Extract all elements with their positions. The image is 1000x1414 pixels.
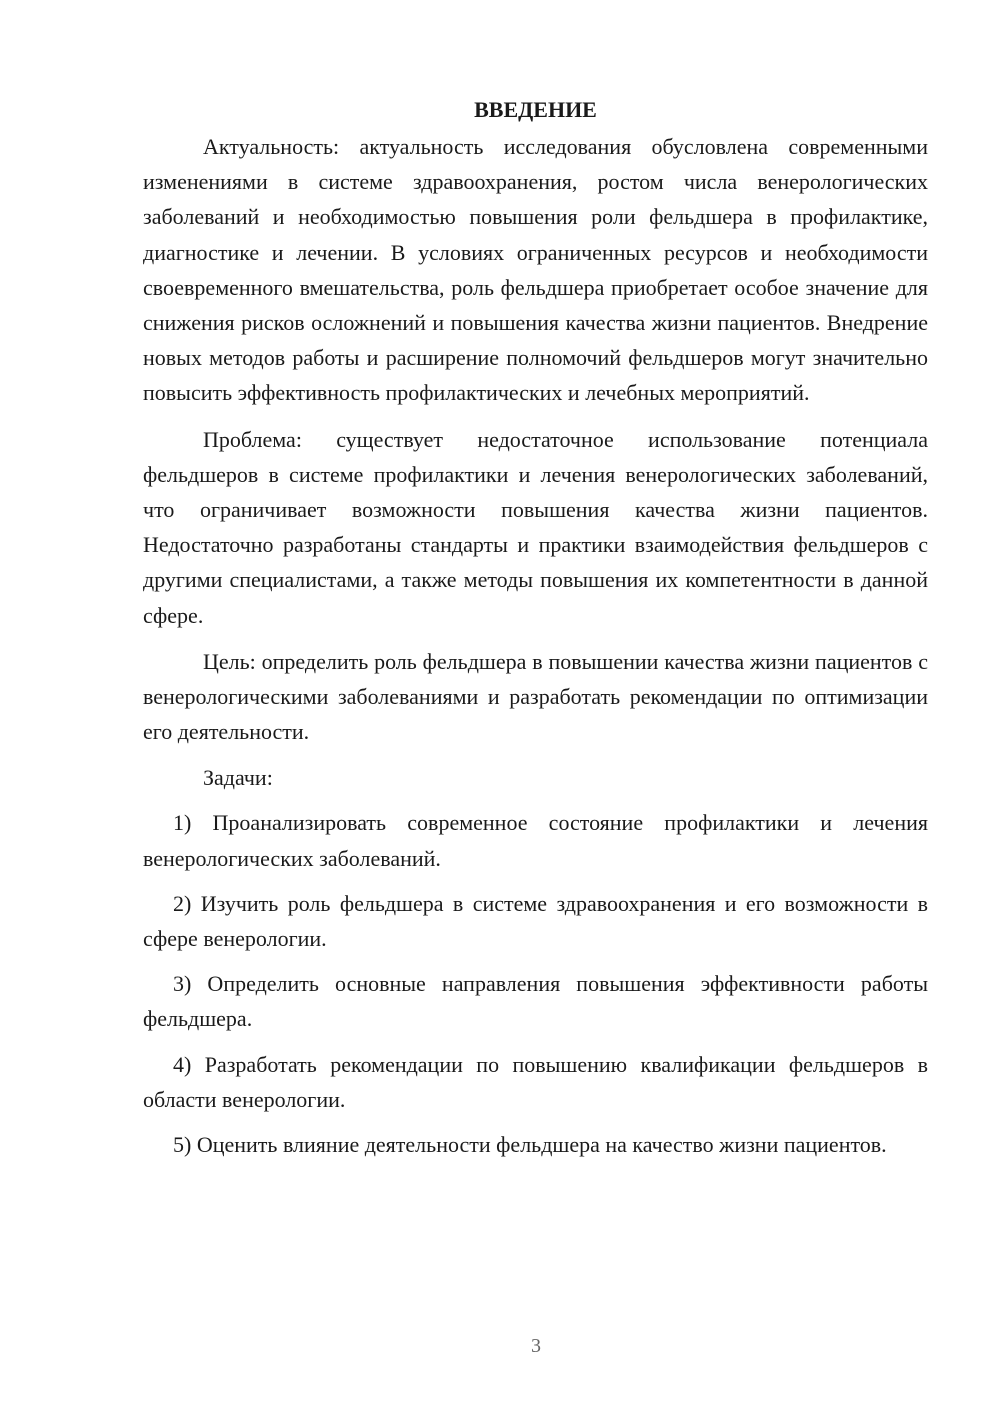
paragraph-goal: Цель: определить роль фельдшера в повышении качества жизни пациентов с венерологическими заболеваниями и разработать рекомендации по оптимизации его деятельности. (143, 648, 928, 745)
task-item-2: 2) Изучить роль фельдшера в системе здравоохранения и его возможности в сфере венерологии. (143, 890, 928, 952)
document-title: ВВЕДЕНИЕ (474, 97, 597, 122)
paragraph-problem: Проблема: существует недостаточное использование потенциала фельдшеров в системе профилактики и лечения венерологических заболеваний, что ограничивает возможности повышения качества жизни пациентов. Недостаточно разработаны стандарты и практики взаимодействия фельдшеров с другими специалистами, а также методы повышения их компетентности в данной сфере. (143, 426, 928, 628)
document-page (143, 92, 928, 1172)
task-item-4: 4) Разработать рекомендации по повышению квалификации фельдшеров в области венерологии. (143, 1051, 928, 1112)
paragraph-relevance: Актуальность: актуальность исследования обусловлена современными изменениями в системе здравоохранения, ростом числа венерологических заболеваний и необходимостью повышения роли фельдшера в профилактике, диагностике и лечении. В условиях ограниченных ресурсов и необходимости своевременного вмешательства, роль фельдшера приобретает особое значение для снижения рисков осложнений и повышения качества жизни пациентов. Внедрение новых методов работы и расширение полномочий фельдшеров могут значительно повысить эффективность профилактических и лечебных мероприятий. (143, 134, 928, 406)
task-item-3: 3) Определить основные направления повышения эффективности работы фельдшера. (143, 971, 928, 1032)
tasks-heading: Задачи: (203, 765, 273, 791)
task-item-5: 5) Оценить влияние деятельности фельдшера на качество жизни пациентов. (173, 1132, 887, 1158)
task-item-1: 1) Проанализировать современное состояние профилактики и лечения венерологических заболеваний. (143, 810, 928, 871)
page-number: 3 (531, 1335, 541, 1357)
